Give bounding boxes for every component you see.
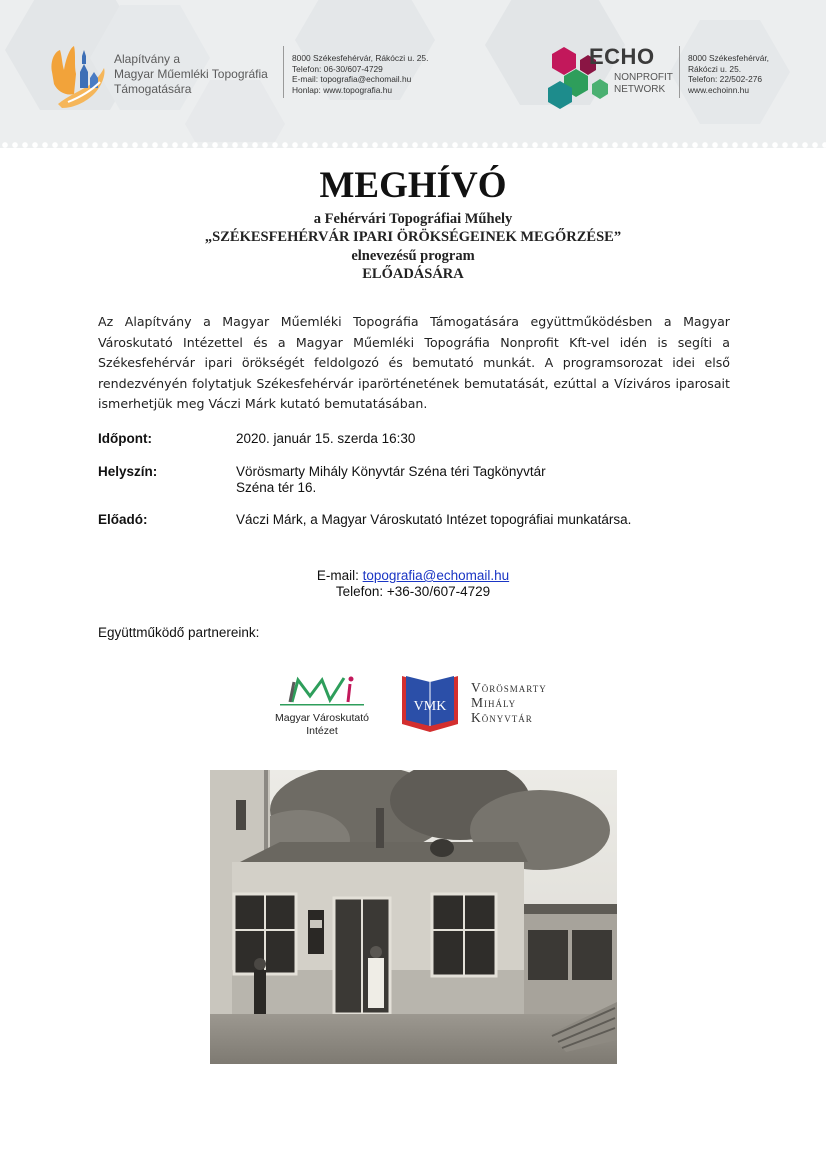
- perforated-edge-base: [0, 148, 826, 152]
- vmk-mark: VMK: [413, 699, 447, 714]
- email-label: E-mail:: [316, 568, 363, 583]
- place-line: Vörösmarty Mihály Könyvtár Széna téri Tagkönyvtár: [236, 464, 546, 479]
- phone-line: Telefon: +36-30/607-4729: [335, 584, 491, 599]
- header-divider: [283, 46, 284, 98]
- left-contact-block: [292, 53, 428, 95]
- mvi-name-line: Intézet: [306, 725, 338, 737]
- subtitle-line: „SZÉKESFEHÉRVÁR IPARI ÖRÖKSÉGEINEK MEGŐRZÉSE”: [204, 229, 622, 245]
- org-name-line: Magyar Műemléki Topográfia: [114, 67, 268, 81]
- speaker-value: Váczi Márk, a Magyar Városkutató Intézet topográfiai munkatársa.: [236, 512, 632, 527]
- time-label: Időpont:: [98, 431, 152, 446]
- vmk-name-line: Mihály: [471, 695, 517, 710]
- org-name-line: Támogatására: [114, 82, 192, 96]
- page-title: MEGHÍVÓ: [319, 165, 507, 206]
- header-divider: [679, 46, 680, 98]
- letterhead: [0, 0, 826, 148]
- email-link[interactable]: topografia@echomail.hu: [362, 568, 510, 583]
- time-value: 2020. január 15. szerda 16:30: [236, 431, 416, 446]
- contact-line: Telefon: 22/502-276: [688, 74, 763, 85]
- mvi-name-line: Magyar Városkutató: [275, 712, 369, 724]
- contact-line: 8000 Székesfehérvár,: [688, 53, 770, 63]
- contact-line: Honlap: www.topografia.hu: [292, 84, 393, 95]
- contact-line: Rákóczi u. 25.: [688, 63, 742, 74]
- echo-subtitle-line: NETWORK: [614, 84, 666, 95]
- place-label: Helyszín:: [98, 464, 158, 479]
- vmk-name-line: Könyvtár: [471, 710, 533, 725]
- echo-subtitle-line: NONPROFIT: [614, 72, 673, 83]
- foundation-name: [114, 52, 284, 97]
- place-value: [236, 464, 546, 496]
- contact-line: www.echoinn.hu: [688, 84, 749, 95]
- speaker-label: Előadó:: [98, 512, 148, 527]
- hands-logo-icon: [44, 42, 108, 110]
- place-line: Széna tér 16.: [236, 480, 317, 495]
- intro-paragraph: Az Alapítvány a Magyar Műemléki Topográfia Támogatására együttműködésben a Magyar Városkutató Intézettel és a Magyar Műemléki Topográfia Nonprofit Kft-vel idén is segíti a Székesfehérvár ipari örökségét feldolgozó és bemutató munkát. A programsorozat idei első rendezvényén folytatjuk Székesfehérvár iparörténetének bemutatását, ezúttal a Víziváros iparosait ismerhetjük meg Váczi Márk kutató bemutatásában.: [98, 314, 730, 411]
- subtitle-line: ELŐADÁSÁRA: [362, 266, 464, 282]
- email-line: [0, 568, 826, 583]
- contact-line: 8000 Székesfehérvár, Rákóczi u. 25.: [292, 53, 429, 63]
- right-contact-block: [688, 53, 769, 95]
- subtitle-line: a Fehérvári Topográfiai Műhely: [313, 211, 513, 227]
- echo-brand-name: ECHO: [589, 44, 655, 69]
- subtitle-line: elnevezésű program: [351, 248, 475, 264]
- contact-line: Telefon: 06-30/607-4729: [292, 63, 383, 74]
- echo-subtitle: [614, 72, 673, 96]
- historic-building-photo: [210, 770, 617, 1064]
- vmk-book-logo-icon: [398, 670, 462, 734]
- partners-label: Együttműködő partnereink:: [98, 625, 260, 640]
- contact-line: E-mail: topografia@echomail.hu: [292, 74, 412, 85]
- vmk-name-line: Vörösmarty: [471, 680, 547, 695]
- org-name-line: Alapítvány a: [114, 52, 181, 66]
